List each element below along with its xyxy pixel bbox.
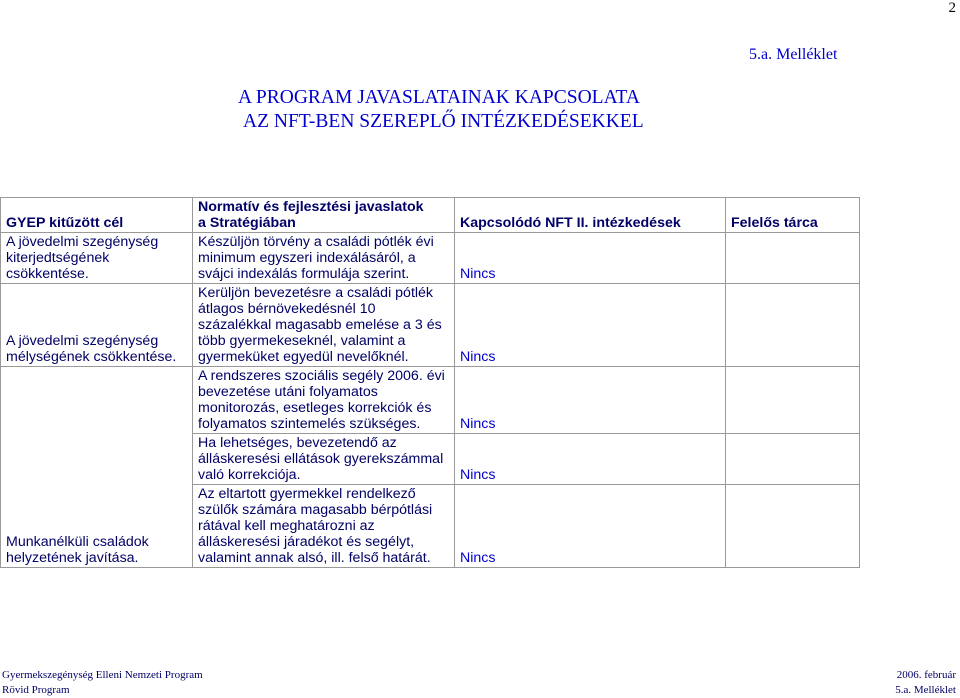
nft-cell: Nincs (455, 284, 726, 367)
nft-cell: Nincs (455, 434, 726, 485)
goal-cell-1: A jövedelmi szegénység kiterjedtségének csökkentése. (1, 233, 193, 284)
responsible-cell (726, 284, 860, 367)
header-proposal (193, 198, 455, 233)
proposal-cell: A rendszeres szociális segély 2006. évi bevezetése utáni folyamatos monitorozás, esetleges korrekciók és folyamatos szintemelés szükséges. (193, 367, 455, 434)
header-proposal-line-2: a Stratégiában (198, 215, 296, 231)
responsible-cell (726, 233, 860, 284)
proposal-cell: Az eltartott gyermekkel rendelkező szülők számára magasabb bérpótlási rátával kell meghatározni az álláskeresési járadékot és segélyt, valamint annak alsó, ill. felső határát. (193, 485, 455, 568)
proposal-cell: Készüljön törvény a családi pótlék évi minimum egyszeri indexálásáról, a svájci indexálás formulája szerint. (193, 233, 455, 284)
goal-cell-2: A jövedelmi szegénység mélységének csökkentése. (1, 284, 193, 367)
nft-cell: Nincs (455, 485, 726, 568)
annex-label: 5.a. Melléklet (749, 46, 838, 63)
header-goal: GYEP kitűzött cél (1, 198, 193, 233)
responsible-cell (726, 367, 860, 434)
footer-date: 2006. február (896, 669, 956, 681)
footer-right (895, 668, 956, 698)
header-nft: Kapcsolódó NFT II. intézkedések (455, 198, 726, 233)
footer-left (2, 668, 203, 698)
header-responsible: Felelős tárca (726, 198, 860, 233)
footer-annex: 5.a. Melléklet (895, 684, 956, 696)
title-line-1: A PROGRAM JAVASLATAINAK KAPCSOLATA (238, 87, 640, 108)
table-row (1, 367, 860, 434)
page-number: 2 (948, 0, 956, 16)
title-line-2: AZ NFT-BEN SZEREPLŐ INTÉZKEDÉSEKKEL (243, 111, 644, 132)
measures-table (0, 197, 860, 568)
proposal-cell: Kerüljön bevezetésre a családi pótlék átlagos bérnövekedésnél 10 százalékkal magasabb emelése a 3 és több gyermekeseknél, valamint a gyermeküket egyedül nevelőknél. (193, 284, 455, 367)
responsible-cell (726, 485, 860, 568)
table-row (1, 233, 860, 284)
nft-cell: Nincs (455, 367, 726, 434)
footer-program-name: Gyermekszegénység Elleni Nemzeti Program (2, 669, 203, 681)
proposal-cell: Ha lehetséges, bevezetendő az álláskeresési ellátások gyerekszámmal való korrekciója. (193, 434, 455, 485)
nft-cell: Nincs (455, 233, 726, 284)
table-header-row (1, 198, 860, 233)
table-row (1, 284, 860, 367)
goal-cell-3: Munkanélküli családok helyzetének javítása. (1, 367, 193, 568)
header-proposal-line-1: Normatív és fejlesztési javaslatok (198, 199, 424, 215)
responsible-cell (726, 434, 860, 485)
footer-program-type: Rövid Program (2, 684, 70, 696)
